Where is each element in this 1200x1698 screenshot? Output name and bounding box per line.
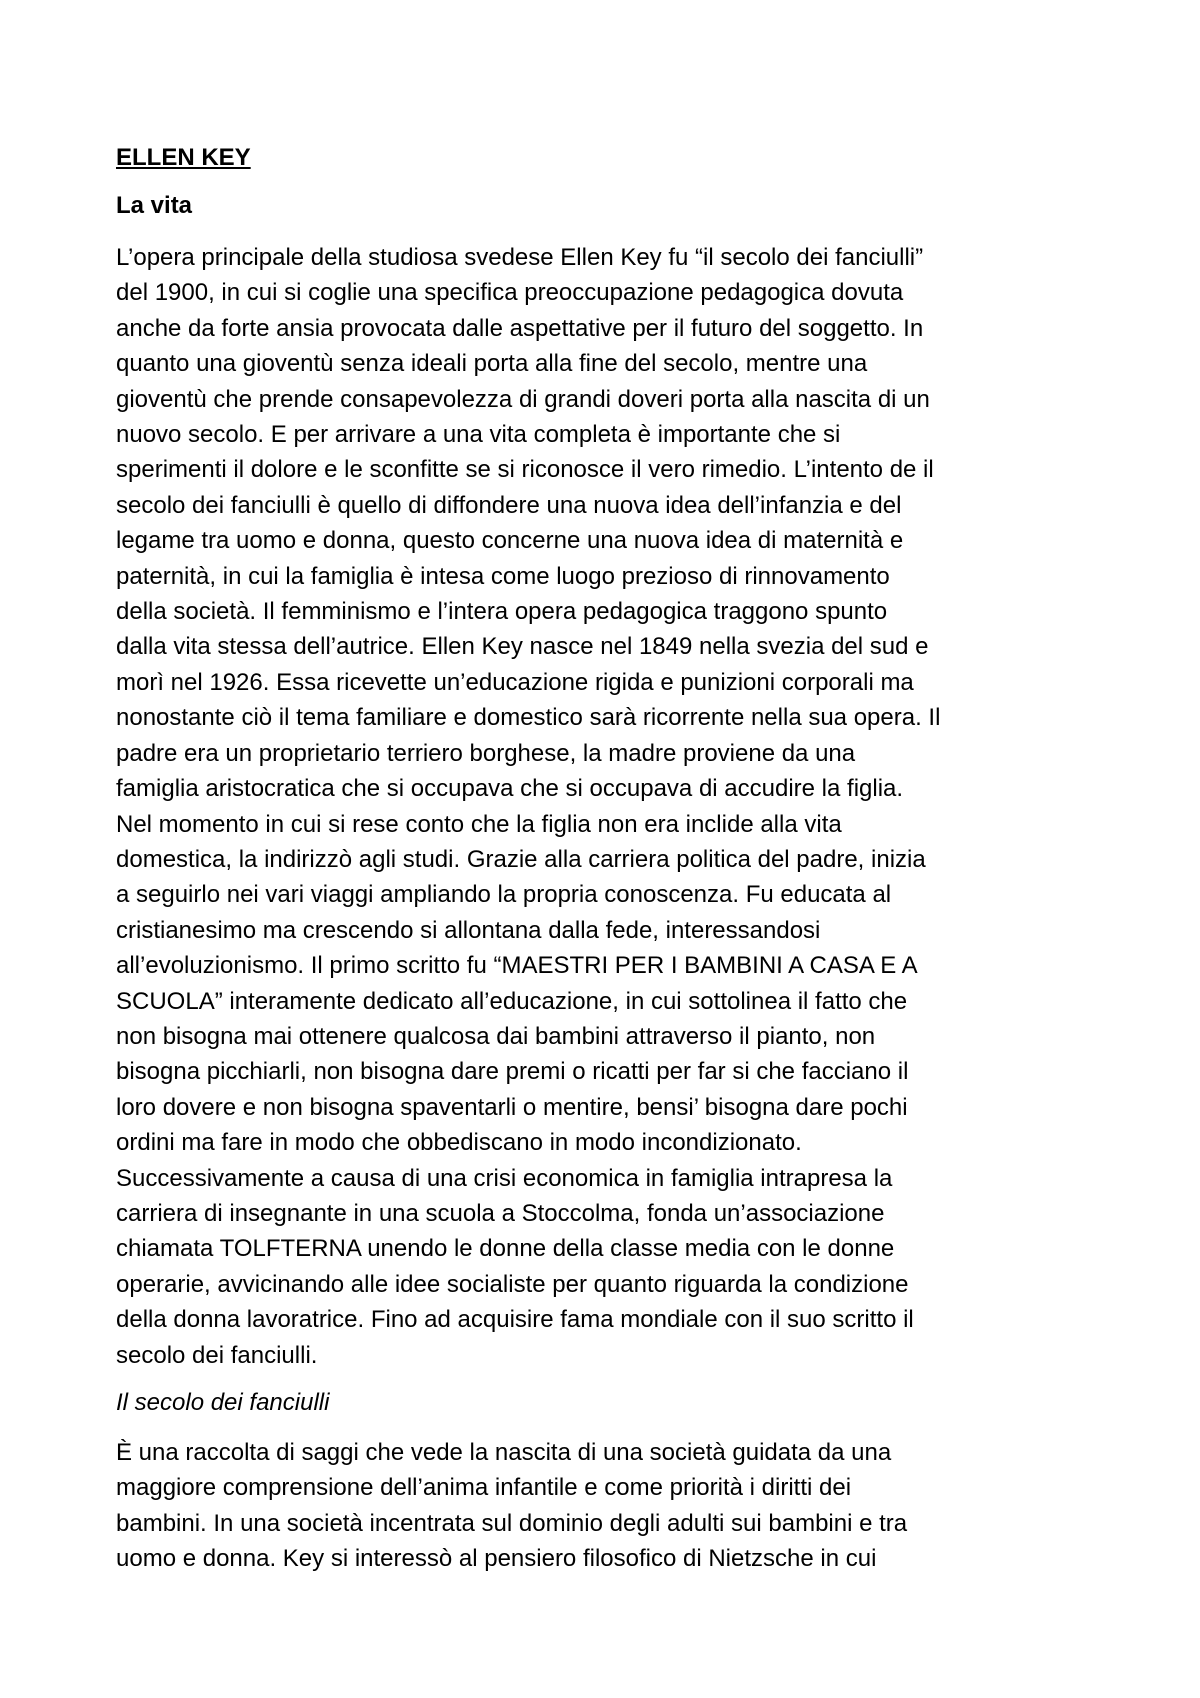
subsection-heading-secolo-dei-fanciulli: Il secolo dei fanciulli <box>116 1389 330 1416</box>
document-body <box>116 140 1096 1589</box>
paragraph-secolo-dei-fanciulli: È una raccolta di saggi che vede la nascita di una società guidata da una maggiore comprensione dell’anima infantile e come priorità i diritti dei bambini. In una società incentrata sul dominio degli adulti sui bambini e tra uomo e donna. Key si interessò al pensiero filosofico di Nietzsche in cui <box>116 1439 908 1573</box>
section-heading-la-vita: La vita <box>116 192 193 219</box>
paragraph-la-vita: L’opera principale della studiosa svedese Ellen Key fu “il secolo dei fanciulli” del 1900, in cui si coglie una specifica preoccupazione pedagogica dovuta anche da forte ansia provocata dalle aspettative per il futuro del soggetto. In quanto una gioventù senza ideali porta alla fine del secolo, mentre una gioventù che prende consapevolezza di grandi doveri porta alla nascita di un nuovo secolo. E per arrivare a una vita completa è importante che si sperimenti il dolore e le sconfitte se si riconosce il vero rimedio. L’intento de il secolo dei fanciulli è quello di diffondere una nuova idea dell’infanzia e del legame tra uomo e donna, questo concerne una nuova idea di maternità e paternità, in cui la famiglia è intesa come luogo prezioso di rinnovamento della società. Il femminismo e l’intera opera pedagogica traggono spunto dalla vita stessa dell’autrice. Ellen Key nasce nel 1849 nella svezia del sud e morì nel 1926. Essa ricevette un’educazione rigida e punizioni corporali ma nonostante ciò il tema familiare e domestico sarà ricorrente nella sua opera. Il padre era un proprietario terriero borghese, la madre proviene da una famiglia aristocratica che si occupava che si occupava di accudire la figlia. Nel momento in cui si rese conto che la figlia non era inclide alla vita domestica, la indirizzò agli studi. Grazie alla carriera politica del padre, inizia a seguirlo nei vari viaggi ampliando la propria conoscenza. Fu educata al cristianesimo ma crescendo si allontana dalla fede, interessandosi all’evoluzionismo. Il primo scritto fu “MAESTRI PER I BAMBINI A CASA E A SCUOLA” interamente dedicato all’educazione, in cui sottolinea il fatto che non bisogna mai ottenere qualcosa dai bambini attraverso il pianto, non bisogna picchiarli, non bisogna dare premi o ricatti per far si che facciano il loro dovere e non bisogna spaventarli o mentire, bensi’ bisogna dare pochi ordini ma fare in modo che obbediscano in modo incondizionato. Successivamente a causa di una crisi economica in famiglia intrapresa la carriera di insegnante in una scuola a Stoccolma, fonda un’associazione chiamata TOLFTERNA unendo le donne della classe media con le donne operarie, avvicinando alle idee socialiste per quanto riguarda la condizione della donna lavoratrice. Fino ad acquisire fama mondiale con il suo scritto il secolo dei fanciulli. <box>116 244 941 1369</box>
document-title: ELLEN KEY <box>116 144 251 171</box>
